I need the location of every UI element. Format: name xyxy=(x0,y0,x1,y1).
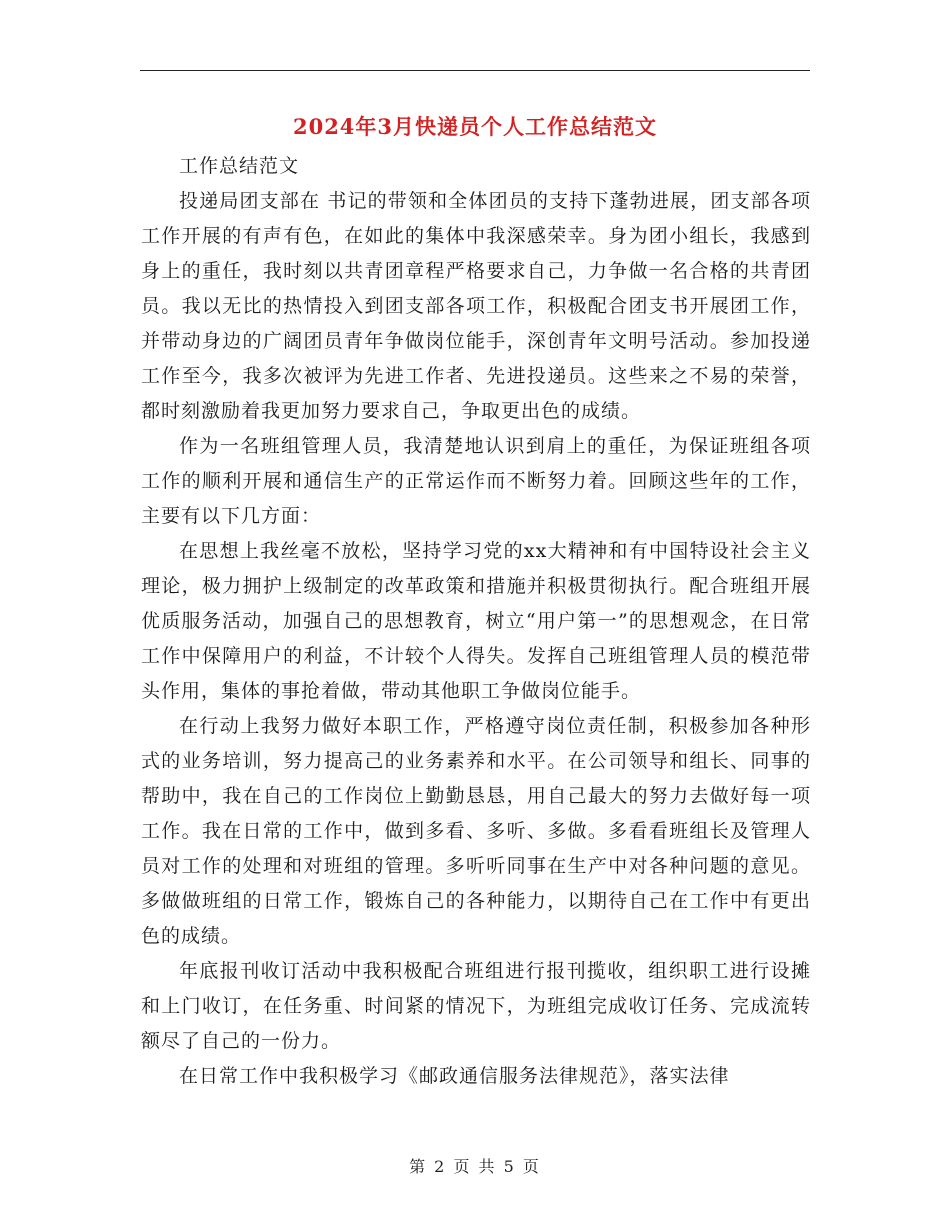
paragraph: 在行动上我努力做好本职工作，严格遵守岗位责任制，积极参加各种形式的业务培训，努力提高己的业务素养和水平。在公司领导和组长、同事的帮助中，我在自己的工作岗位上勤勤恳恳，用自己最大的努力去做好每一项工作。我在日常的工作中，做到多看、多听、多做。多看看班组长及管理人员对工作的处理和对班组的管理。多听听同事在生产中对各种问题的意见。多做做班组的日常工作，锻炼自己的各种能力，以期待自己在工作中有更出色的成绩。 xyxy=(141,715,811,947)
paragraph: 作为一名班组管理人员，我清楚地认识到肩上的重任，为保证班组各项工作的顺利开展和通信生产的正常运作而不断努力着。回顾这些年的工作，主要有以下几方面： xyxy=(141,435,811,527)
paragraph: 在思想上我丝毫不放松，坚持学习党的xx大精神和有中国特设社会主义理论，极力拥护上级制定的改革政策和措施并积极贯彻执行。配合班组开展优质服务活动，加强自己的思想教育，树立“用户第一”的思想观念，在日常工作中保障用户的利益，不计较个人得失。发挥自己班组管理人员的模范带头作用，集体的事抢着做，带动其他职工争做岗位能手。 xyxy=(141,540,811,702)
header-rule xyxy=(140,70,810,71)
document-title: 2024年3月快递员个人工作总结范文 xyxy=(292,114,658,139)
paragraph: 投递局团支部在 书记的带领和全体团员的支持下蓬勃进展，团支部各项工作开展的有声有色，在如此的集体中我深感荣幸。身为团小组长，我感到身上的重任，我时刻以共青团章程严格要求自己，力争做一名合格的共青团员。我以无比的热情投入到团支部各项工作，积极配合团支书开展团工作，并带动身边的广阔团员青年争做岗位能手，深创青年文明号活动。参加投递工作至今，我多次被评为先进工作者、先进投递员。这些来之不易的荣誉，都时刻激励着我更加努力要求自己，争取更出色的成绩。 xyxy=(141,190,811,422)
page-number-footer: 第 2 页 共 5 页 xyxy=(409,1157,541,1176)
document-body xyxy=(141,149,811,1094)
paragraph: 在日常工作中我积极学习《邮政通信服务法律规范》，落实法律 xyxy=(179,1065,730,1087)
paragraph: 年底报刊收订活动中我积极配合班组进行报刊揽收，组织职工进行设摊和上门收订，在任务重、时间紧的情况下，为班组完成收订任务、完成流转额尽了自己的一份力。 xyxy=(141,960,811,1052)
paragraph: 工作总结范文 xyxy=(179,155,300,177)
